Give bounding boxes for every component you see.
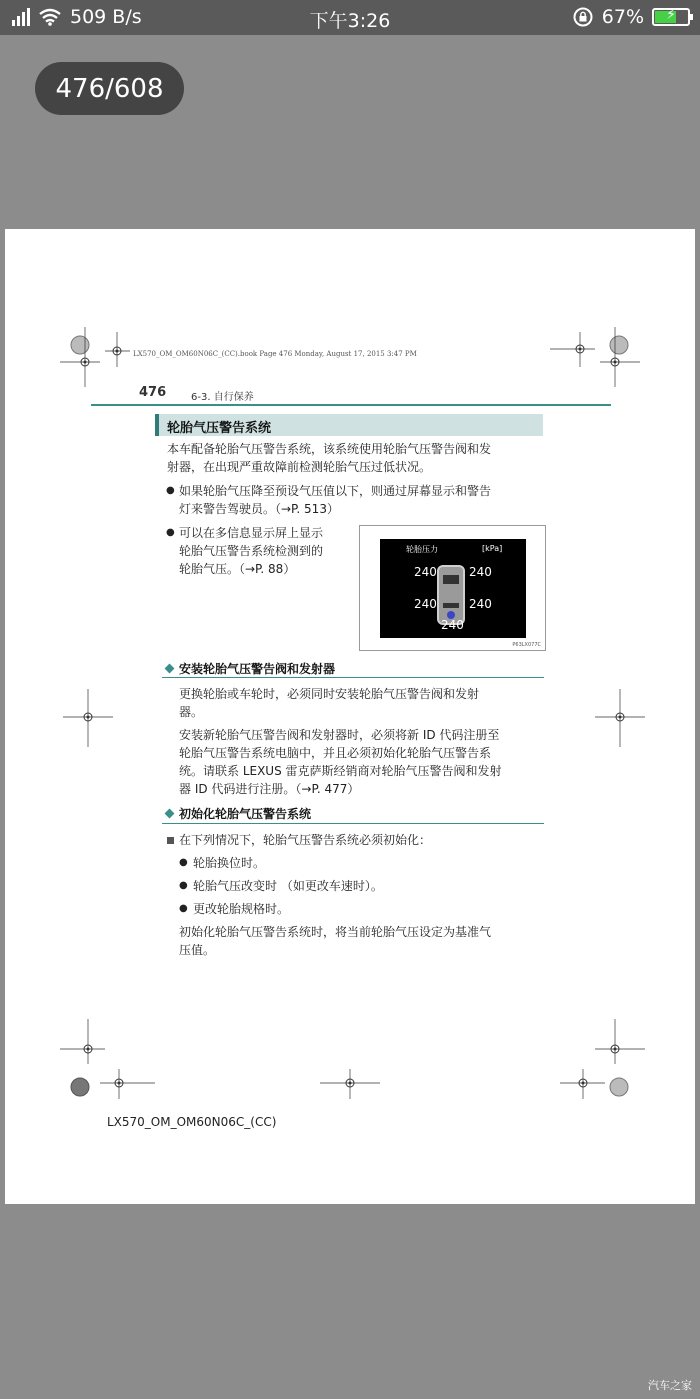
network-speed: 509 B/s bbox=[70, 6, 142, 28]
charging-bolt-icon: ⚡ bbox=[666, 7, 676, 23]
status-right bbox=[572, 6, 690, 28]
multi-info-display bbox=[380, 539, 526, 638]
bullet2-line-3: 轮胎气压。（→P. 88） bbox=[179, 562, 296, 576]
document-page[interactable] bbox=[5, 229, 695, 1204]
bullet1-line-2: 灯来警告驾驶员。（→P. 513） bbox=[179, 502, 339, 516]
registration-mark-top-right bbox=[550, 327, 640, 397]
install-para1-line-2: 器。 bbox=[179, 705, 204, 719]
page-indicator: 476/608 bbox=[35, 62, 184, 115]
initialize-closing-line-1: 初始化轮胎气压警告系统时，将当前轮胎气压设定为基准气 bbox=[179, 925, 492, 939]
rear-right-pressure: 240 bbox=[469, 597, 492, 611]
install-para1-line-1: 更换轮胎或车轮时，必须同时安装轮胎气压警告阀和发射 bbox=[179, 687, 480, 701]
registration-mark-top-left bbox=[60, 327, 130, 397]
figure-code: P63LX077C bbox=[512, 642, 541, 648]
bullet2-line-1: 可以在多信息显示屏上显示 bbox=[179, 526, 324, 540]
page-footer: LX570_OM_OM60N06C_(CC) bbox=[107, 1115, 277, 1129]
initialize-item-3: 更改轮胎规格时。 bbox=[193, 902, 290, 916]
registration-mark-mid-left bbox=[63, 689, 113, 749]
page-number: 476 bbox=[139, 385, 167, 400]
subsection-title-install: 安装轮胎气压警告阀和发射器 bbox=[179, 662, 336, 676]
header-rule bbox=[91, 404, 611, 406]
page-title: 轮胎气压警告系统 bbox=[167, 421, 272, 436]
bullet-dot: ● bbox=[166, 527, 175, 538]
diamond-icon bbox=[165, 664, 175, 674]
display-title: 轮胎压力 bbox=[406, 545, 438, 554]
display-unit: [kPa] bbox=[482, 544, 503, 553]
diamond-icon bbox=[165, 809, 175, 819]
bullet-dot: ● bbox=[179, 880, 188, 891]
registration-mark-bottom-center bbox=[320, 1069, 380, 1099]
intro-line-1: 本车配备轮胎气压警告系统，该系统使用轮胎气压警告阀和发 bbox=[167, 442, 492, 456]
tire-pressure-figure bbox=[359, 525, 546, 651]
vehicle-top-view-icon bbox=[437, 565, 465, 625]
subsection-title-initialize: 初始化轮胎气压警告系统 bbox=[179, 807, 312, 821]
bullet-dot: ● bbox=[179, 903, 188, 914]
install-para2-line-3: 统。请联系 LEXUS 雷克萨斯经销商对轮胎气压警告阀和发射 bbox=[179, 764, 502, 778]
initialize-item-1: 轮胎换位时。 bbox=[193, 856, 266, 870]
subsection-rule bbox=[162, 677, 544, 678]
initialize-item-2: 轮胎气压改变时 （如更改车速时）。 bbox=[193, 879, 383, 893]
title-bar bbox=[155, 414, 543, 436]
print-header-line: LX570_OM_OM60N06C_(CC).book Page 476 Monday, August 17, 2015 3:47 PM bbox=[133, 350, 417, 358]
registration-mark-bottom-left bbox=[60, 1019, 155, 1099]
battery-percent: 67% bbox=[601, 6, 644, 28]
watermark: 汽车之家 bbox=[648, 1379, 692, 1392]
spare-pressure: 240 bbox=[441, 618, 464, 632]
bullet-dot: ● bbox=[179, 857, 188, 868]
status-bar bbox=[0, 0, 700, 35]
battery-charging-icon bbox=[652, 8, 690, 26]
front-right-pressure: 240 bbox=[469, 565, 492, 579]
bullet1-line-1: 如果轮胎气压降至预设气压值以下，则通过屏幕显示和警告 bbox=[179, 484, 492, 498]
initialize-closing-line-2: 压值。 bbox=[179, 943, 216, 957]
square-bullet-icon bbox=[167, 837, 174, 844]
subsection-rule bbox=[162, 823, 544, 824]
install-para2-line-2: 轮胎气压警告系统电脑中，并且必须初始化轮胎气压警告系 bbox=[179, 746, 492, 760]
bullet2-line-2: 轮胎气压警告系统检测到的 bbox=[179, 544, 324, 558]
status-time: 下午3:26 bbox=[309, 10, 391, 32]
manual-page bbox=[5, 229, 695, 1204]
rear-left-pressure: 240 bbox=[414, 597, 437, 611]
install-para2-line-4: 器 ID 代码进行注册。（→P. 477） bbox=[179, 782, 360, 796]
front-left-pressure: 240 bbox=[414, 565, 437, 579]
registration-mark-bottom-right bbox=[560, 1019, 645, 1099]
install-para2-line-1: 安装新轮胎气压警告阀和发射器时，必须将新 ID 代码注册至 bbox=[179, 728, 500, 742]
rotation-lock-icon bbox=[572, 6, 594, 28]
initialize-lead: 在下列情况下，轮胎气压警告系统必须初始化： bbox=[179, 833, 432, 847]
registration-mark-mid-right bbox=[595, 689, 645, 749]
bullet-dot: ● bbox=[166, 485, 175, 496]
intro-line-2: 射器，在出现严重故障前检测轮胎气压过低状况。 bbox=[167, 460, 432, 474]
section-label: 6-3. 自行保养 bbox=[191, 392, 254, 403]
